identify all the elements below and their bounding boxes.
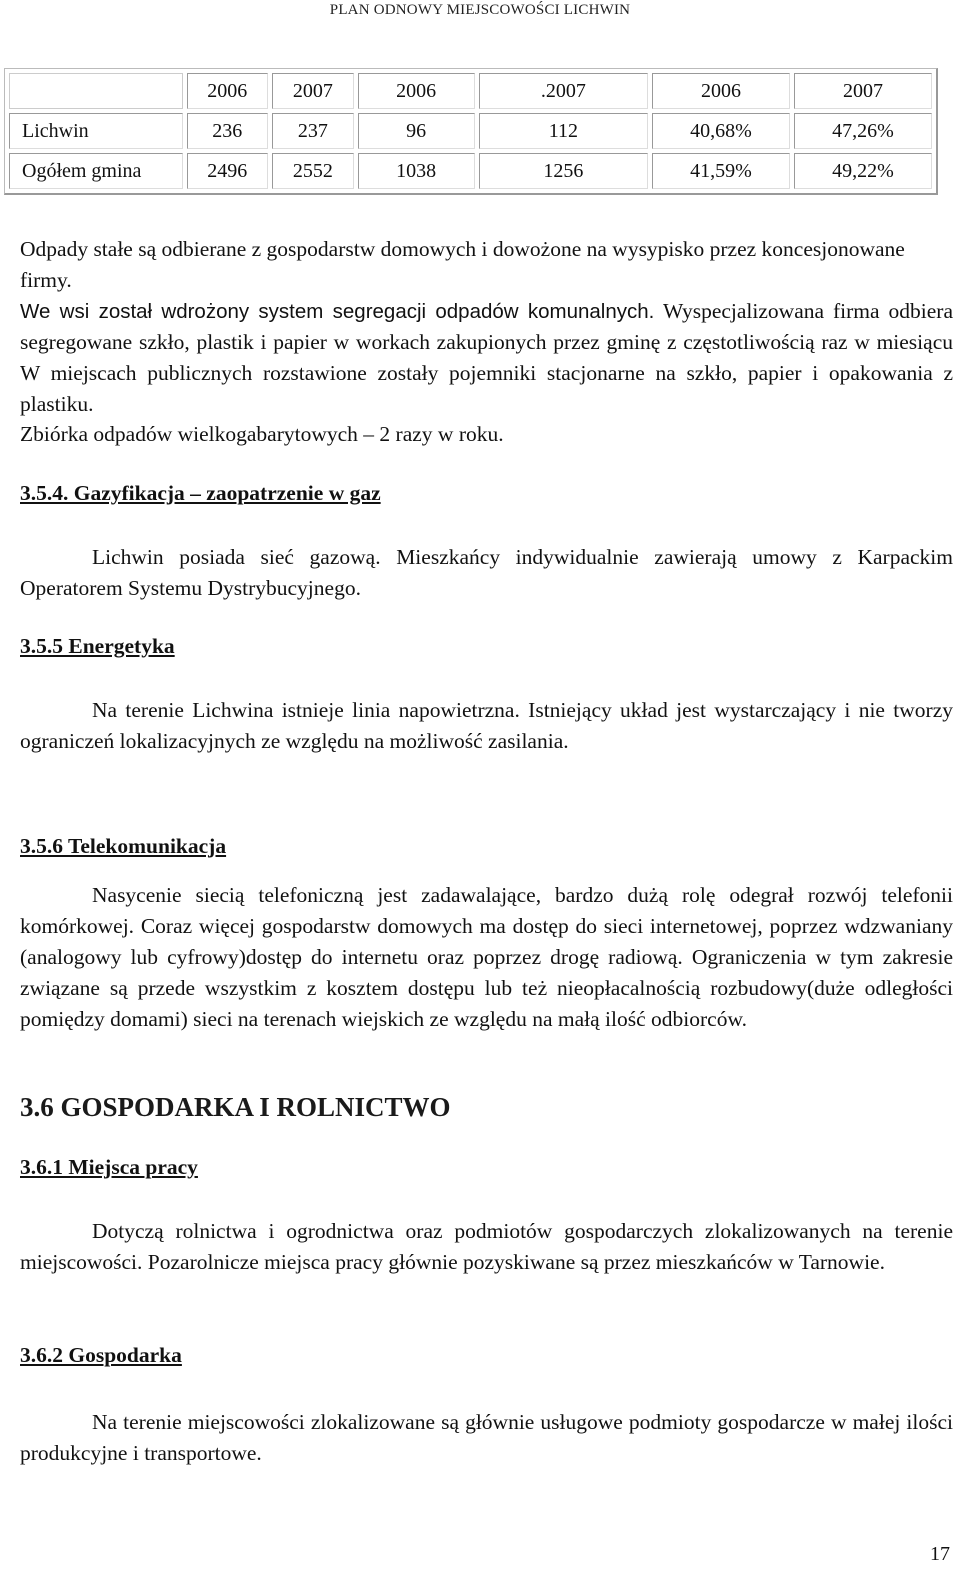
table-cell: .2007 — [479, 73, 648, 109]
telecom-heading-text: 3.5.6 Telekomunikacja — [20, 834, 227, 858]
page-header: PLAN ODNOWY MIEJSCOWOŚCI LICHWIN — [329, 2, 631, 18]
segregation-intro: We wsi został wdrożony system segregacji odpadów komunalnych. — [20, 300, 655, 323]
energy-heading — [20, 634, 175, 659]
table-cell: 1038 — [358, 153, 475, 189]
table-cell: Ogółem gmina — [9, 153, 183, 189]
gas-heading-text: 3.5.4. Gazyfikacja – zaopatrzenie w gaz — [20, 481, 381, 505]
table-cell: 112 — [479, 113, 648, 149]
jobs-paragraph: Dotyczą rolnictwa i ogrodnictwa oraz podmiotów gospodarczych zlokalizowanych na terenie miejscowości. Pozarolnicze miejsca pracy głównie pozyskiwane są przez mieszkańców w Tarnowie. — [20, 1219, 953, 1274]
jobs-heading-text: 3.6.1 Miejsca pracy — [20, 1155, 198, 1179]
table-cell: 47,26% — [794, 113, 932, 149]
table-cell: 96 — [358, 113, 475, 149]
table-cell: 2006 — [652, 73, 790, 109]
table-cell: 40,68% — [652, 113, 790, 149]
table-row — [9, 113, 932, 149]
gas-heading — [20, 481, 381, 506]
economy-heading-text: 3.6.2 Gospodarka — [20, 1343, 182, 1367]
table-cell: 49,22% — [794, 153, 932, 189]
table-header-row — [9, 73, 932, 109]
bulky-waste-paragraph: Zbiórka odpadów wielkogabarytowych – 2 razy w roku. — [20, 422, 504, 446]
economy-paragraph: Na terenie miejscowości zlokalizowane są głównie usługowe podmioty gospodarcze w małej ilości produkcyjne i transportowe. — [20, 1410, 953, 1465]
segregation-details: Wyspecjalizowana firma odbiera segregowane szkło, plastik i papier w workach zakupionych przez gminę z częstotliwością raz w miesiącu W miejscach publicznych rozstawione zostały pojemniki stacjonarne na szkło, papier i opakowania z plastiku. — [20, 299, 953, 416]
table-cell: 2496 — [187, 153, 269, 189]
energy-paragraph: Na terenie Lichwina istnieje linia napowietrzna. Istniejący układ jest wystarczający i nie tworzy ograniczeń lokalizacyjnych ze względu na możliwość zasilania. — [20, 698, 953, 753]
telecom-heading — [20, 834, 226, 859]
table-cell: 1256 — [479, 153, 648, 189]
table-cell — [9, 73, 183, 109]
economy-heading — [20, 1343, 182, 1368]
table-cell: 2006 — [187, 73, 269, 109]
gas-paragraph: Lichwin posiada sieć gazową. Mieszkańcy indywidualnie zawierają umowy z Karpackim Operatorem Systemu Dystrybucyjnego. — [20, 545, 953, 600]
table-cell: 2552 — [272, 153, 354, 189]
table-cell: Lichwin — [9, 113, 183, 149]
telecom-paragraph: Nasycenie siecią telefoniczną jest zadawalające, bardzo dużą rolę odegrał rozwój telefonii komórkowej. Coraz więcej gospodarstw domowych ma dostęp do sieci internetowej, poprzez wdzwaniany (analogowy lub cyfrowy)dostęp do internetu oraz poprzez drogę radiową. Ograniczenia w tym zakresie związane są przede wszystkim z kosztem dostępu lub też nieopłacalnością rozbudowy(duże odległości pomiędzy domami) sieci na terenach wiejskich ze względu na małą ilość odbiorców. — [20, 883, 953, 1031]
waste-paragraph: Odpady stałe są odbierane z gospodarstw domowych i dowożone na wysypisko przez koncesjonowane firmy. — [20, 237, 905, 292]
jobs-heading — [20, 1155, 198, 1180]
section-heading: 3.6 GOSPODARKA I ROLNICTWO — [20, 1092, 451, 1122]
table-cell: 2006 — [358, 73, 475, 109]
table-cell: 41,59% — [652, 153, 790, 189]
statistics-table — [4, 68, 938, 195]
table-cell: 236 — [187, 113, 269, 149]
segregation-paragraph — [20, 296, 953, 420]
table-cell: 2007 — [272, 73, 354, 109]
table-cell: 2007 — [794, 73, 932, 109]
energy-heading-text: 3.5.5 Energetyka — [20, 634, 175, 658]
table-cell: 237 — [272, 113, 354, 149]
table-row — [9, 153, 932, 189]
page-number: 17 — [930, 1543, 950, 1565]
